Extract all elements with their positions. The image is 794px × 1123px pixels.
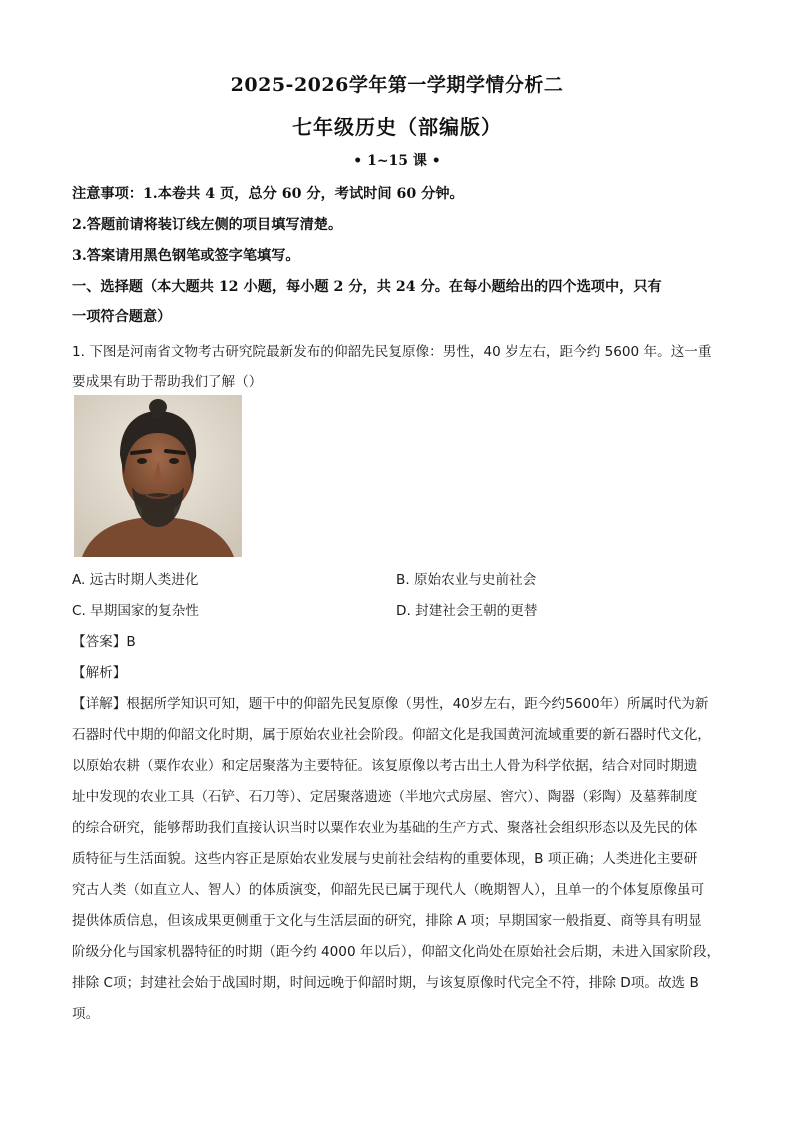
answer-label: 【答案】B [72, 634, 136, 650]
explanation-line: 排除 C项；封建社会始于战国时期，时间远晚于仰韶时期，与该复原像时代完全不符，排除 D项。故选 B [72, 975, 699, 991]
notes-line-2: 2.答题前请将装订线左侧的项目填写清楚。 [72, 217, 343, 233]
reconstruction-portrait-image [74, 395, 242, 557]
explanation-line: 址中发现的农业工具（石铲、石刀等）、定居聚落遗迹（半地穴式房屋、窖穴）、陶器（彩陶）及墓葬制度 [72, 789, 698, 805]
explanation-line: 项。 [72, 1006, 100, 1022]
question-stem-line-1: 1. 下图是河南省文物考古研究院最新发布的仰韶先民复原像：男性，40 岁左右，距今约 5600 年。这一重 [72, 344, 712, 360]
notes-line-3: 3.答案请用黑色钢笔或签字笔填写。 [72, 248, 300, 264]
option-d: D. 封建社会王朝的更替 [396, 603, 538, 619]
explanation-line: 质特征与生活面貌。这些内容正是原始农业发展与史前社会结构的重要体现，B 项正确；人类进化主要研 [72, 851, 698, 867]
explanation-line: 的综合研究，能够帮助我们直接认识当时以粟作农业为基础的生产方式、聚落社会组织形态以及先民的体 [72, 820, 698, 836]
analysis-label: 【解析】 [72, 665, 127, 681]
option-b: B. 原始农业与史前社会 [396, 572, 537, 588]
option-c: C. 早期国家的复杂性 [72, 603, 199, 619]
explanation-line: 提供体质信息，但该成果更侧重于文化与生活层面的研究，排除 A 项；早期国家一般指夏、商等具有明显 [72, 913, 702, 929]
explanation-line: 阶级分化与国家机器特征的时期（距今约 4000 年以后），仰韶文化尚处在原始社会后期，未进入国家阶段， [72, 944, 721, 960]
lesson-range: • 1~15 课 • [353, 153, 441, 169]
question-stem-line-2: 要成果有助于帮助我们了解（） [72, 374, 263, 390]
explanation-line: 以原始农耕（粟作农业）和定居聚落为主要特征。该复原像以考古出土人骨为科学依据，结合对同时期遗 [72, 758, 698, 774]
option-a: A. 远古时期人类进化 [72, 572, 199, 588]
explanation-line: 究古人类（如直立人、智人）的体质演变，仰韶先民已属于现代人（晚期智人），且单一的个体复原像虽可 [72, 882, 705, 898]
notes-line-1: 注意事项：1.本卷共 4 页，总分 60 分，考试时间 60 分钟。 [72, 186, 464, 202]
exam-subtitle: 七年级历史（部编版） [292, 115, 502, 139]
section-heading-line-2: 一项符合题意） [72, 309, 172, 325]
exam-title: 2025-2026学年第一学期学情分析二 [230, 74, 564, 96]
explanation-line: 【详解】根据所学知识可知，题干中的仰韶先民复原像（男性，40岁左右，距今约5600年）所属时代为新 [72, 696, 709, 712]
section-heading-line-1: 一、选择题（本大题共 12 小题，每小题 2 分，共 24 分。在每小题给出的四个选项中，只有 [72, 279, 662, 295]
explanation-line: 石器时代中期的仰韶文化时期，属于原始农业社会阶段。仰韶文化是我国黄河流域重要的新石器时代文化， [72, 727, 711, 743]
